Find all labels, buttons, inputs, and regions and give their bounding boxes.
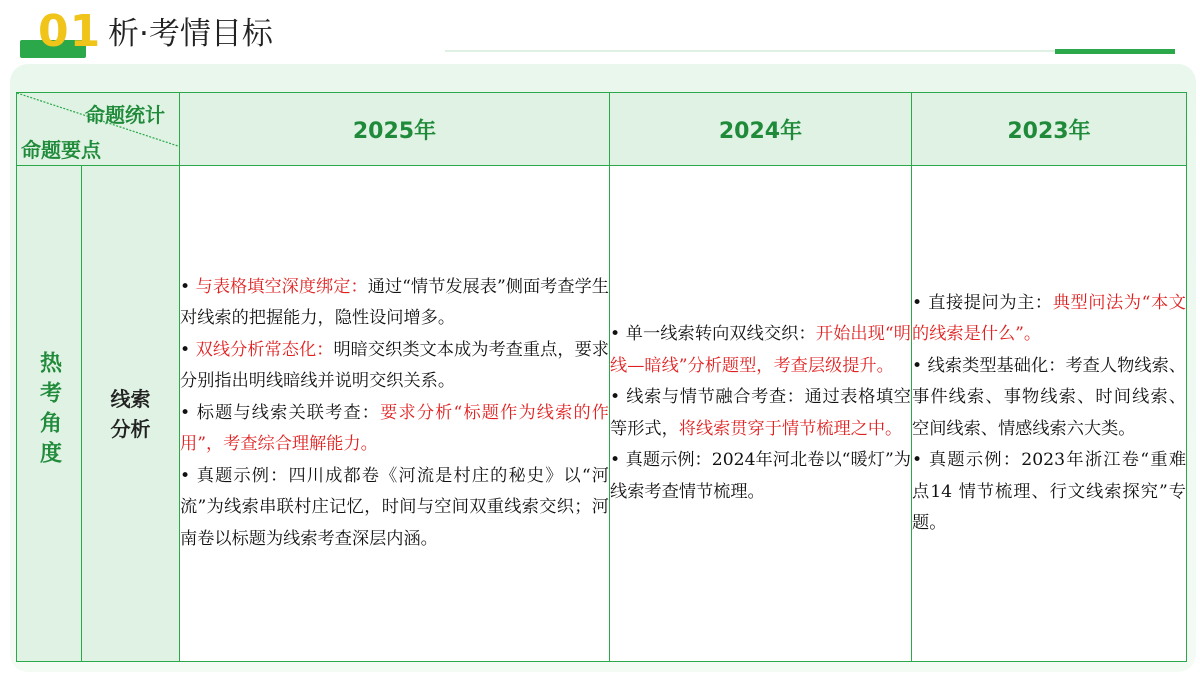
table-corner-cell	[17, 93, 180, 166]
bullet-2023-1: • 直接提问为主：典型问法为“本文的线索是什么”。	[912, 292, 1186, 344]
row-group-label: 热考角度	[17, 166, 82, 662]
year-header-2024: 2024年	[610, 93, 912, 166]
page-title: 析·考情目标	[108, 16, 273, 52]
bullet-2024-2: • 线索与情节融合考查：通过表格填空等形式，将线索贯穿于情节梳理之中。	[610, 387, 911, 439]
header-divider	[445, 50, 1055, 52]
exam-analysis-table	[16, 92, 1187, 662]
bullet-2024-3: • 真题示例：2024年河北卷以“暖灯”为线索考查情节梳理。	[610, 450, 911, 502]
header-divider-accent	[1055, 49, 1175, 54]
section-number: 01	[38, 6, 102, 57]
cell-2025	[180, 166, 610, 662]
bullet-2025-1: • 与表格填空深度绑定：通过“情节发展表”侧面考查学生对线索的把握能力，隐性设问增多。	[180, 276, 609, 329]
bullet-2025-2: • 双线分析常态化：明暗交织类文本成为考查重点，要求分别指出明线暗线并说明交织关系。	[180, 339, 609, 392]
bullet-2025-3: • 标题与线索关联考查：要求分析“标题作为线索的作用”，考查综合理解能力。	[180, 402, 609, 455]
corner-label-stats: 命题统计	[85, 103, 165, 127]
header-bar	[0, 0, 1200, 64]
bullet-2025-4: • 真题示例：四川成都卷《河流是村庄的秘史》以“河流”为线索串联村庄记忆，时间与空间双重线索交织；河南卷以标题为线索考查深层内涵。	[180, 465, 609, 549]
year-header-2025: 2025年	[180, 93, 610, 166]
cell-2024	[610, 166, 912, 662]
bullet-2024-1: • 单一线索转向双线交织：开始出现“明线—暗线”分析题型，考查层级提升。	[610, 324, 911, 376]
bullet-2023-3: • 真题示例：2023年浙江卷“重难点14 情节梳理、行文线索探究”专题。	[912, 450, 1187, 533]
bullet-2023-2: • 线索类型基础化：考查人物线索、事件线索、事物线索、时间线索、空间线索、情感线索六大类。	[912, 355, 1186, 439]
corner-label-points: 命题要点	[21, 138, 101, 162]
row-label: 线索 分析	[82, 166, 180, 662]
cell-2023	[912, 166, 1187, 662]
year-header-2023: 2023年	[912, 93, 1187, 166]
